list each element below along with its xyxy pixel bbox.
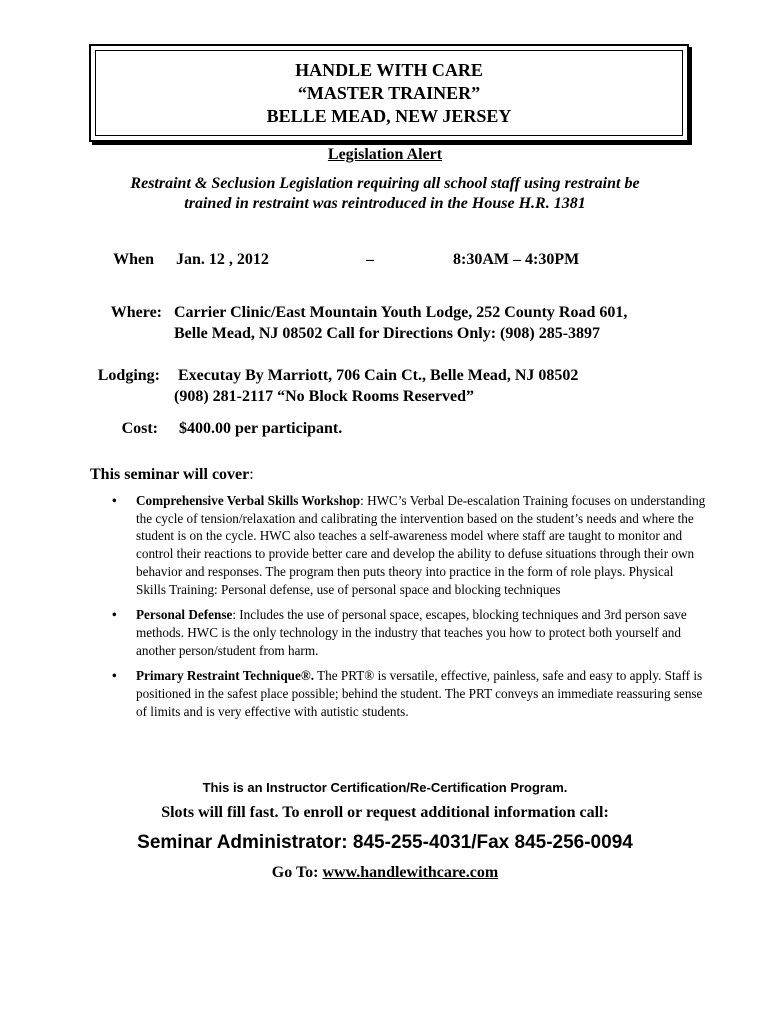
seminar-cover-heading-text: This seminar will cover (90, 466, 250, 483)
where-row (0, 302, 770, 346)
lodging-label: Lodging: (97, 367, 160, 384)
where-label: Where: (110, 304, 162, 321)
list-item (112, 492, 706, 598)
legislation-alert-title: Legislation Alert (327, 146, 443, 163)
topic-title: Comprehensive Verbal Skills Workshop (136, 493, 361, 508)
seminar-topics-list (104, 492, 706, 728)
seminar-cover-heading (90, 466, 254, 484)
header-title-block (95, 50, 683, 136)
alert-text-line1: Restraint & Seclusion Legislation requiring all school staff using restraint be (130, 175, 640, 192)
legislation-alert-text (95, 174, 675, 214)
header-title-line2: “MASTER TRAINER” (297, 82, 481, 103)
when-time: 8:30AM – 4:30PM (453, 251, 580, 268)
lodging-line2: (908) 281-2117 “No Block Rooms Reserved” (174, 388, 474, 405)
bullet-icon: • (112, 493, 117, 508)
topic-title: Primary Restraint Technique®. (136, 668, 314, 684)
cost-label: Cost: (121, 420, 158, 437)
list-item (112, 667, 706, 720)
topic-text: : Includes the use of personal space, escapes, blocking techniques and 3rd person save methods. HWC is the only technology in the industry that teaches you how to protect both yourself and another person/student from harm. (136, 607, 687, 658)
where-line2: Belle Mead, NJ 08502 Call for Directions Only: (908) 285-3897 (174, 325, 601, 342)
alert-text-line2: trained in restraint was reintroduced in the House H.R. 1381 (184, 195, 586, 212)
goto-line (0, 864, 770, 882)
lodging-line1: Executay By Marriott, 706 Cain Ct., Belle Mead, NJ 08502 (178, 367, 579, 384)
when-date: Jan. 12 , 2012 (176, 251, 269, 268)
cost-row (0, 418, 770, 439)
topic-text: The PRT® is versatile, effective, painless, safe and easy to apply. Staff is positioned in the safest place possible; behind the student. The PRT conveys an immediate reassuring sense of limits and is very effective with autistic students. (136, 668, 703, 719)
topic-title: Personal Defense (136, 607, 233, 623)
when-label: When (113, 251, 154, 268)
lodging-row (0, 365, 770, 409)
when-row (0, 249, 770, 270)
header-title-line3: BELLE MEAD, NEW JERSEY (266, 105, 512, 126)
seminar-administrator-contact: Seminar Administrator: 845-255-4031/Fax 845-256-0094 (137, 832, 633, 853)
where-line1: Carrier Clinic/East Mountain Youth Lodge, 252 County Road 601, (174, 304, 628, 321)
bullet-icon: • (112, 607, 117, 623)
header-box (89, 44, 689, 142)
header-title-line1: HANDLE WITH CARE (295, 59, 483, 80)
goto-label: Go To: (271, 864, 323, 881)
website-link[interactable]: www.handlewithcare.com (322, 864, 499, 881)
certification-note: This is an Instructor Certification/Re-Certification Program. (202, 780, 568, 795)
list-item (112, 606, 706, 659)
cost-value: $400.00 per participant. (179, 420, 343, 437)
topic-text: : HWC’s Verbal De-escalation Training focuses on understanding the cycle of tension/relaxation and calibrating the intervention based on the student’s needs and where the student is on the cycle. HWC also teaches a self-awareness model where staff are taught to monitor and control their reactions to provide better care and develop the ability to defuse situations through their own behavior and responses. The program then puts theory into practice in the form of role plays. Physical Skills Training: Personal defense, use of personal space and blocking techniques (136, 493, 706, 597)
when-dash: – (366, 251, 374, 268)
seminar-cover-heading-colon: : (249, 466, 254, 483)
enroll-call-text: Slots will fill fast. To enroll or request additional information call: (161, 804, 609, 821)
bullet-icon: • (112, 668, 117, 684)
